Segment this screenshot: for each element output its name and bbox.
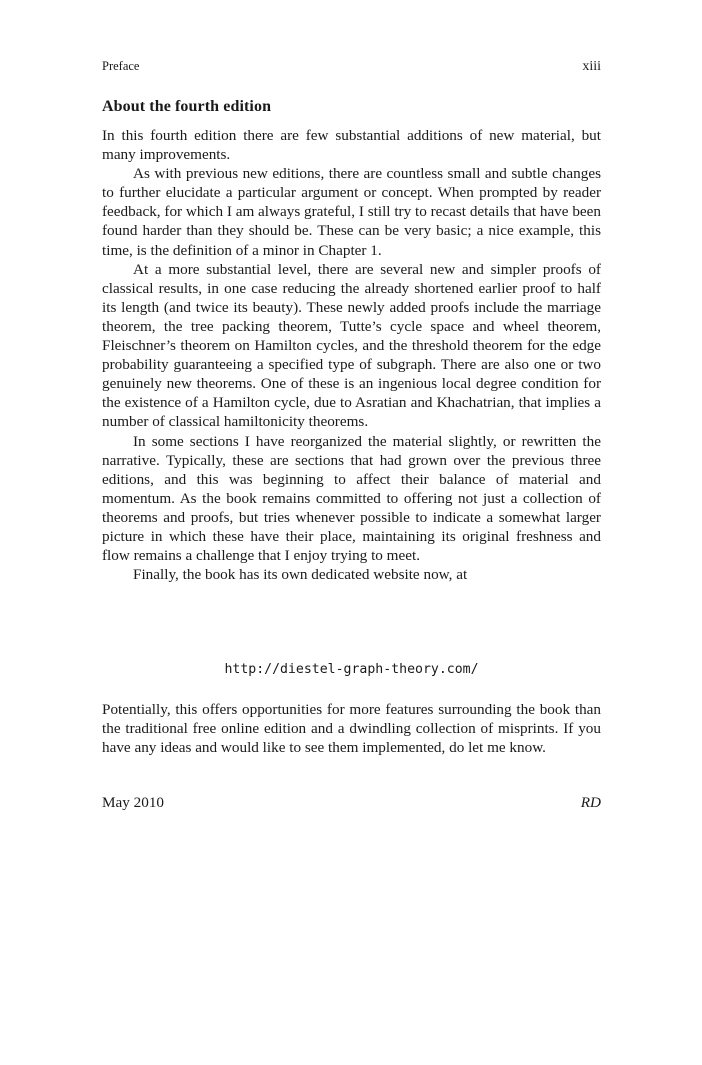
paragraph-3: At a more substantial level, there are several new and simpler proofs of classical results, in one case reducing the already shortened earlier proof to half its length (and twice its beauty). These newly added proofs include the marriage theorem, the tree packing theorem, Tutte’s cycle space and wheel theorem, Fleischner’s theorem on Hamilton cycles, and the threshold theorem for the edge probability guaranteeing a specified type of subgraph. There are also one or two genuinely new theorems. One of these is an ingenious local degree condition for the existence of a Hamilton cycle, due to Asratian and Khachatrian, that implies a number of classical hamiltonicity theorems. xyxy=(102,260,601,431)
section-title: About the fourth edition xyxy=(102,98,272,115)
paragraph-1: In this fourth edition there are few substantial additions of new material, but many improvements. xyxy=(102,127,601,164)
page-number: xiii xyxy=(582,59,601,74)
website-url: http://diestel-graph-theory.com/ xyxy=(224,662,479,677)
paragraph-2: As with previous new editions, there are countless small and subtle changes to further elucidate a particular argument or concept. When prompted by reader feedback, for which I am always grateful, I still try to recast details that have been found harder than they should be. These can be very basic; a nice example, this time, is the definition of a minor in Chapter 1. xyxy=(102,165,601,259)
paragraph-4: In some sections I have reorganized the material slightly, or rewritten the narrative. Typically, these are sections that had grown over the previous three editions, and this was beginning to affect their balance of material and momentum. As the book remains committed to offering not just a collection of theorems and proofs, but tries whenever possible to indicate a somewhat larger picture in which these have their place, maintaining its original freshness and flow remains a challenge that I enjoy trying to meet. xyxy=(102,432,601,565)
running-head-section: Preface xyxy=(102,59,140,73)
body-text xyxy=(102,126,601,584)
running-head xyxy=(102,59,601,77)
paragraph-5: Finally, the book has its own dedicated website now, at xyxy=(133,566,468,584)
signoff-date: May 2010 xyxy=(102,794,165,811)
closing-text xyxy=(102,700,601,757)
signoff xyxy=(102,794,601,814)
author-initials: RD xyxy=(580,794,601,811)
closing-paragraph: Potentially, this offers opportunities for more features surrounding the book than the traditional free online edition and a dwindling collection of misprints. If you have any ideas and would like to see them implemented, do let me know. xyxy=(102,701,601,757)
